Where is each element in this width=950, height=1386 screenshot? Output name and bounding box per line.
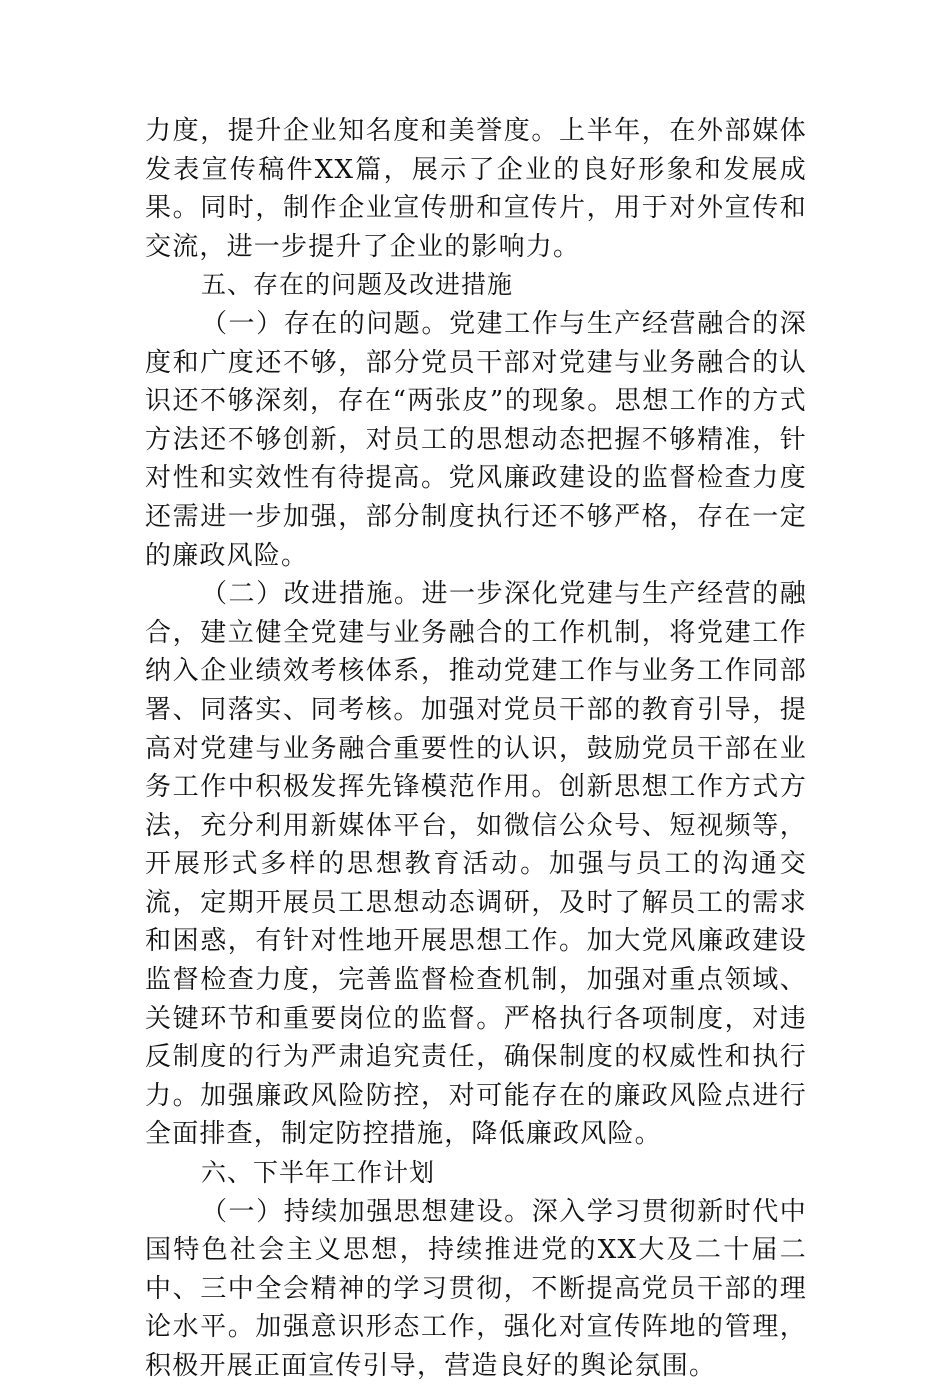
paragraph-improvements-text: 进一步深化党建与生产经营的融合，建立健全党建与业务融合的工作机制，将党建工作纳入企业绩效考核体系，推动党建工作与业务工作同部署、同落实、同考核。加强对党员干部的教育引导，提高对党建与业务融合重要性的认识，鼓励党员干部在业务工作中积极发挥先锋模范作用。创新思想工作方式方法，充分利用新媒体平台，如微信公众号、短视频等，开展形式多样的思想教育活动。加强与员工的沟通交流，定期开展员工思想动态调研，及时了解员工的需求和困惑，有针对性地开展思想工作。加大党风廉政建设监督检查力度，完善监督检查机制，加强对重点领域、关键环节和重要岗位的监督。严格执行各项制度，对违反制度的行为严肃追究责任，确保制度的权威性和执行力。加强廉政风险防控，对可能存在的廉政风险点进行全面排查，制定防控措施，降低廉政风险。 [145, 579, 807, 1150]
paragraph-plan-thought-text: 深入学习贯彻新时代中国特色社会主义思想，持续推进党的XX大及二十届二中、三中全会精神的学习贯彻，不断提高党员干部的理论水平。加强意识形态工作，强化对宣传阵地的管理，积极开展正面宣传引导，营造良好的舆论氛围。 [145, 1196, 807, 1381]
paragraph-problems [145, 305, 807, 575]
document-body [145, 112, 807, 1386]
subheading-improvements: （二）改进措施。 [201, 579, 422, 610]
paragraph-intro: 力度，提升企业知名度和美誉度。上半年，在外部媒体发表宣传稿件XX篇，展示了企业的良好形象和发展成果。同时，制作企业宣传册和宣传片，用于对外宣传和交流，进一步提升了企业的影响力。 [145, 116, 807, 262]
paragraph-improvements [145, 575, 807, 1154]
paragraph-problems-text: 党建工作与生产经营融合的深度和广度还不够，部分党员干部对党建与业务融合的认识还不够深刻，存在“两张皮”的现象。思想工作的方式方法还不够创新，对员工的思想动态把握不够精准，针对性和实效性有待提高。党风廉政建设的监督检查力度还需进一步加强，部分制度执行还不够严格，存在一定的廉政风险。 [145, 308, 807, 571]
section-heading-5: 五、存在的问题及改进措施 [201, 270, 514, 300]
subheading-problems: （一）存在的问题。 [201, 308, 450, 339]
section-heading-6: 六、下半年工作计划 [201, 1158, 436, 1188]
paragraph-plan-thought [145, 1193, 807, 1386]
subheading-plan-thought: （一）持续加强思想建设。 [201, 1196, 532, 1227]
